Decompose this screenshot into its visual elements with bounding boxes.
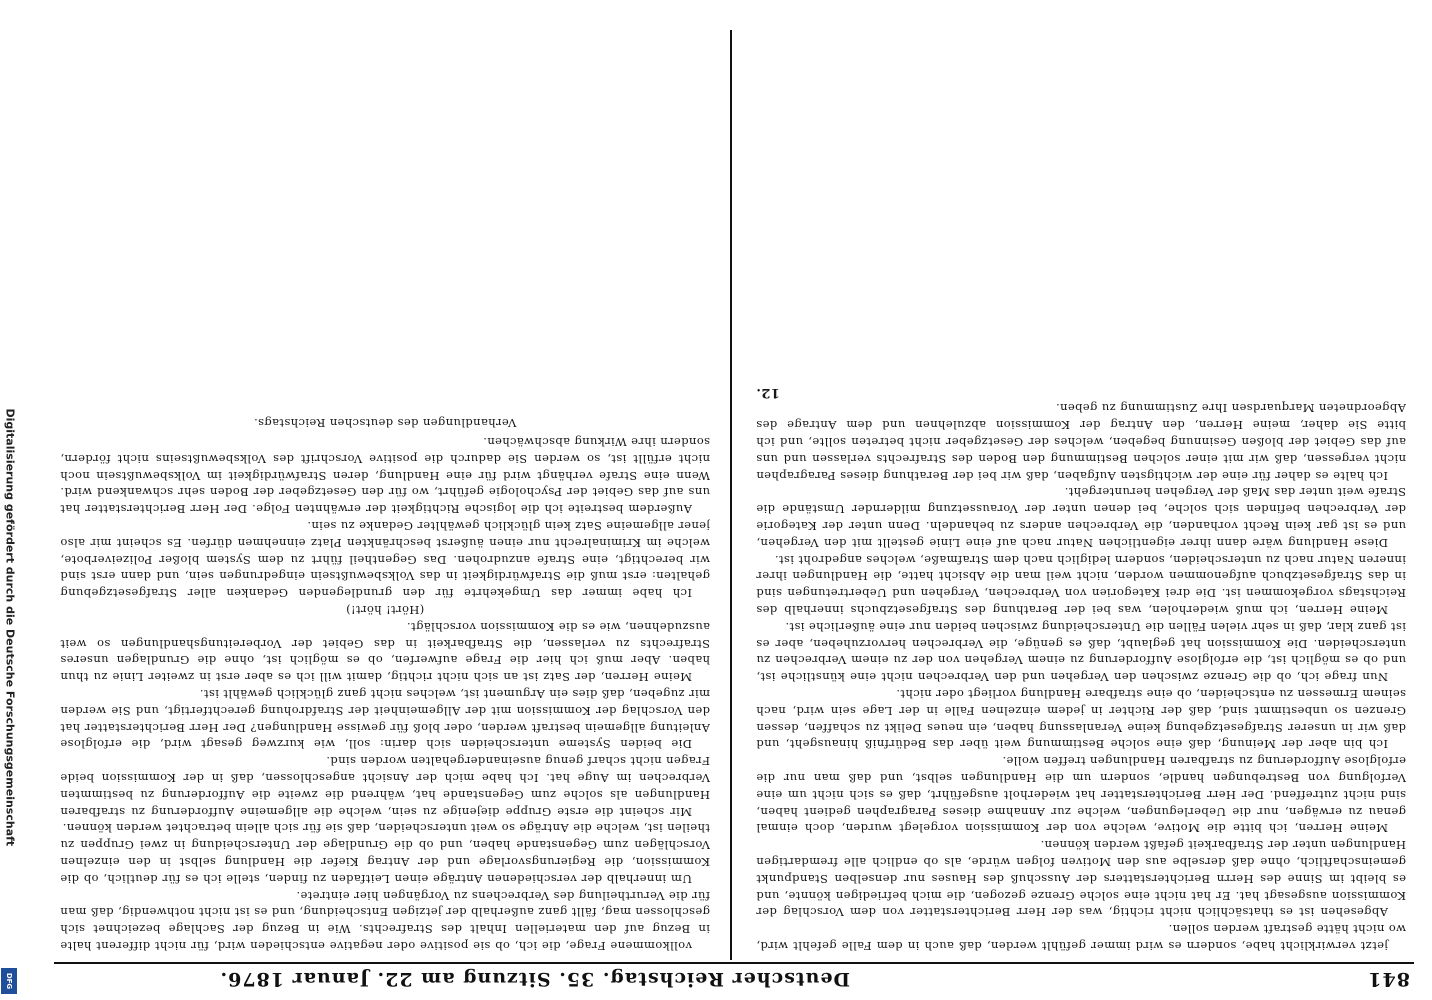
sheet-number: 12. [756,384,780,400]
running-footer: Verhandlungen des deutschen Reichstags. [253,416,517,431]
paragraph: Außerdem bestreite ich die logische Richtigkeit der erwähnten Folge. Der Herr Berichterstatter hat uns auf das Gebiet der Psychologie geführt, wo für den Gesetzgeber der Boden sehr schwankend wird. Wenn eine Strafe verhängt wird für eine Handlung, deren Strafwürdigkeit im Volksbewußtsein noch nicht erfüllt ist, so werden Sie dadurch die positive Vorschrift des Volksbewußtseins nicht fördern, sondern ihre Wirkung abschwächen. [60,435,710,517]
paragraph: Nun frage ich, ob die Grenze zwischen den Vergehen und den Verbrechen nicht eine künstliche ist, und ob es möglich ist, die erfolglose Aufforderung zu einem Vergehen von der zu einem Verbrechen zu unterscheiden. Die Kommission hat geglaubt, daß es genüge, die Verbrechen hervorzuheben, aber es ist ganz klar, daß in sehr vielen Fällen die Unterscheidung zwischen beiden nur eine äußerliche ist. [756,619,1406,685]
paragraph: Abgesehen ist es thatsächlich nicht richtig, was der Herr Berichterstatter von dem Vorschlag der Kommission ausgesagt hat. Er hat nicht eine solche Grenze gezogen, die mich befriedigen könnte, und es bleibt im Sinne des Herrn Berichterstatters der Ausschuß des Hauses nur denselben Standpunkt gemeinschaftlich, ohne daß derselbe aus den Motiven folgen würde, als ob endlich alle fremdartigen Handlungen unter der Strafbarkeit gefaßt werden können. [756,838,1406,920]
paragraph: Mir scheint die erste Gruppe diejenige zu sein, welche die allgemeine Aufforderung zu strafbaren Handlungen als solche zum Gegenstande hat, während die zweite die Aufforderung zu bestimmten Verbrechen im Auge hat. Ich habe mich der Ansicht angeschlossen, daß in der Kommission beide Fragen nicht scharf genug auseinandergehalten worden sind. [60,754,710,819]
paragraph: Ich bin aber der Meinung, daß eine solche Bestimmung weit über das Bedürfniß hinausgeht, und daß wir in unserer Strafgesetzgebung keine Veranlassung haben, ein neues Delikt zu schaffen, dessen Grenzen so unbestimmt sind, daß der Richter in jedem einzelnen Falle in der Lage sein wird, nach seinem Ermessen zu entscheiden, ob eine strafbare Handlung vorliegt oder nicht. [756,687,1406,752]
dfg-logo-text: DFG [5,972,13,990]
paragraph: jetzt verwirklicht habe, sondern es wird immer gefühlt werden, daß auch in dem Falle gefehlt wird, wo nicht hätte gestraft werden sollen. [756,922,1406,953]
funding-note-text: Digitalisierung gefördert durch die Deutsche Forschungsgemeinschaft [3,408,17,847]
header-rule [54,962,1414,964]
dfg-logo [1,968,17,994]
left-text-column [756,34,1406,954]
paragraph: vollkommene Frage, die ich, ob sie positive oder negative entschieden wird, für nicht different halte in Bezug auf den materiellen Inhalt des Strafrechts. Wie in Bezug der Sachlage bezeichnet sich geschlossen mag, fällt ganz außerhalb der jetzigen Entscheidung, und es ist nicht nothwendig, daß man für die Verurtheilung des Verbrechens zu Vorgängen hier eintrete. [60,888,710,953]
right-text-column [60,34,710,954]
paragraph: Meine Herren, ich muß wiederholen, was bei der Berathung des Strafgesetzbuchs innerhalb des Reichstags vorgekommen ist. Die drei Kategorien von Verbrechen, Vergehen und Uebertretungen sind in das Strafgesetzbuch aufgenommen worden, nicht weil man die Absicht hatte, die Handlungen ihrer inneren Natur nach zu unterscheiden, sondern lediglich nach dem Strafmaße, welches angedroht ist. [756,552,1406,618]
paragraph: Ich habe immer das Umgekehrte für den grundlegenden Gedanken aller Strafgesetzgebung gehalten: erst muß die Strafwürdigkeit in das Volksbewußtsein eingedrungen sein, und dann erst sind wir berechtigt, eine Strafe anzudrohen. Das Gegentheil führt zu dem System bloßer Polizeiverbote, welche im Kriminalrecht nur einen äußerst beschränkten Platz einnehmen dürfen. Es scheint mir also jener allgemeine Satz kein glücklich gewählter Gedanke zu sein. [60,519,710,601]
page-title: Deutscher Reichstag. 35. Sitzung am 22. Januar 1876. [219,968,850,990]
paragraph: Diese Handlung wäre dann ihrer eigentlichen Natur nach auf eine Linie gestellt mit den Vergehen, und es ist gar kein Recht vorhanden, die Verbrechen anders zu behandeln. Denn unter der Kategorie der Verbrechen befinden sich solche, bei denen unter der Voraussetzung mildernder Umstände die Strafe weit unter das Maß der Vergehen heruntergeht. [756,485,1406,550]
page-header [110,966,1410,992]
paragraph: Meine Herren, der Satz ist an sich nicht richtig, damit will ich es aber erst in zweiter Linie zu thun haben. Aber muß ich hier die Frage aufwerfen, ob es möglich ist, ohne die Grundlagen unseres Strafrechts zu verlassen, die Strafbarkeit in das Gebiet der Vorbereitungshandlungen so weit auszudehnen, wie es die Kommission vorschlägt. [60,619,710,685]
paragraph: Ich halte es daher für eine der wichtigsten Aufgaben, daß wir bei der Berathung dieses Paragraphen nicht vergessen, daß wir mit einer solchen Bestimmung den Boden des Strafrechts verlassen und uns auf das Gebiet der bloßen Gesinnung begeben, welches der Gesetzgeber nicht betreten sollte, und ich bitte Sie daher, meine Herren, den Antrag der Kommission abzulehnen und dem Antrage des Abgeordneten Marquardsen Ihre Zustimmung zu geben. [756,401,1406,483]
column-divider [730,30,732,960]
paragraph: Um innerhalb der verschiedenen Anträge einen Leitfaden zu finden, stelle ich es für deutlich, ob die Kommission, die Regierungsvorlage und der Antrag Kiefer die Handlung selbst in den einzelnen Vorschlägen zum Gegenstande haben, und ob die Grundlage der Unterscheidung in zwei Gruppen zu theilen ist, welche die Anträge so weit unterscheiden, daß sie für sich allein betrachtet werden können. [60,821,710,886]
paragraph: Meine Herren, ich bitte die Motive, welche von der Kommission vorgelegt wurden, doch einmal genau zu erwägen, nur die Ueberlegungen, welche zur Annahme dieses Paragraphen gedient haben, sind nicht zutreffend. Der Herr Berichterstatter hat wiederholt ausgeführt, daß es sich nicht um eine Verfolgung von Bestrebungen handle, sondern um die Handlungen selbst, und daß man nur die erfolglose Aufforderung zu strafbaren Handlungen treffen wolle. [756,754,1406,836]
paragraph: Die beiden Systeme unterscheiden sich darin: soll, wie kurzweg gesagt wird, die erfolglose Anleitung allgemein bestraft werden, oder bloß für gewisse Handlungen? Der Herr Berichterstatter hat den Vorschlag der Kommission mit der Allgemeinheit der Strafdrohung gerechtfertigt, und Sie werden mir zugeben, daß dies ein Argument ist, welches nicht ganz glücklich gewählt ist. [60,687,710,752]
interjection: (Hört! hört!) [345,603,425,618]
digitization-sidebar [0,0,18,1000]
page-number: 841 [1367,968,1410,990]
